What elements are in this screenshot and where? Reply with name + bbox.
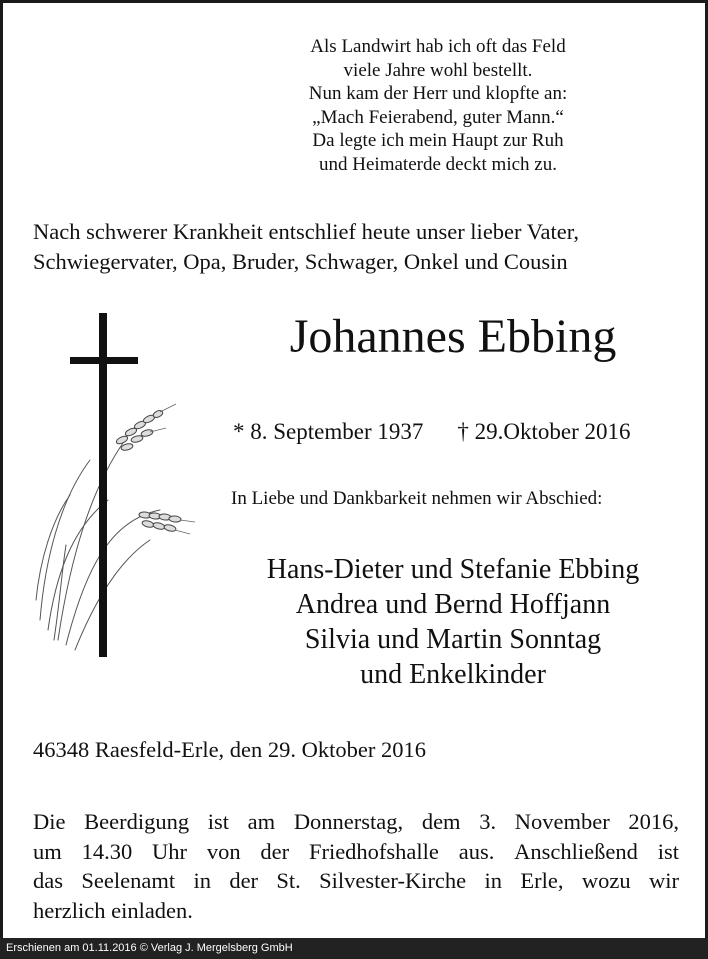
poem	[173, 35, 703, 176]
footer-credit: Erschienen am 01.11.2016 © Verlag J. Mergelsberg GmbH	[0, 938, 708, 959]
mourners-list	[203, 552, 703, 692]
birth-date: * 8. September 1937	[233, 419, 424, 444]
poem-line: „Mach Feierabend, guter Mann.“	[312, 106, 564, 128]
mourner: und Enkelkinder	[360, 659, 546, 690]
life-dates	[233, 417, 630, 447]
mourner: Silvia und Martin Sonntag	[304, 624, 602, 655]
funeral-notice	[33, 807, 679, 925]
funeral-line: Die Beerdigung ist am Donnerstag, dem 3. November 2016,	[33, 809, 679, 834]
intro-text	[33, 217, 673, 277]
poem-line: Als Landwirt hab ich oft das Feld	[310, 36, 566, 57]
poem-line: viele Jahre wohl bestellt.	[343, 59, 533, 81]
farewell-text: In Liebe und Dankbarkeit nehmen wir Abschied:	[231, 488, 603, 509]
mourner: Andrea und Bernd Hoffjann	[295, 589, 611, 620]
intro-line: Nach schwerer Krankheit entschlief heute unser lieber Vater,	[33, 219, 579, 244]
intro-line: Schwiegervater, Opa, Bruder, Schwager, Onkel und Cousin	[33, 249, 568, 274]
mourner: Hans-Dieter und Stefanie Ebbing	[266, 554, 640, 585]
funeral-line: um 14.30 Uhr von der Friedhofshalle aus. Anschließend ist	[33, 838, 679, 864]
funeral-line: herzlich einladen.	[33, 897, 193, 923]
death-date: † 29.Oktober 2016	[457, 419, 631, 444]
poem-line: Nun kam der Herr und klopfte an:	[308, 83, 568, 104]
deceased-name: Johannes Ebbing	[289, 310, 617, 363]
funeral-line: das Seelenamt in der St. Silvester-Kirche in Erle, wozu wir	[33, 868, 679, 893]
poem-line: und Heimaterde deckt mich zu.	[319, 153, 557, 175]
place-date: 46348 Raesfeld-Erle, den 29. Oktober 2016	[33, 737, 427, 762]
poem-line: Da legte ich mein Haupt zur Ruh	[312, 130, 564, 151]
